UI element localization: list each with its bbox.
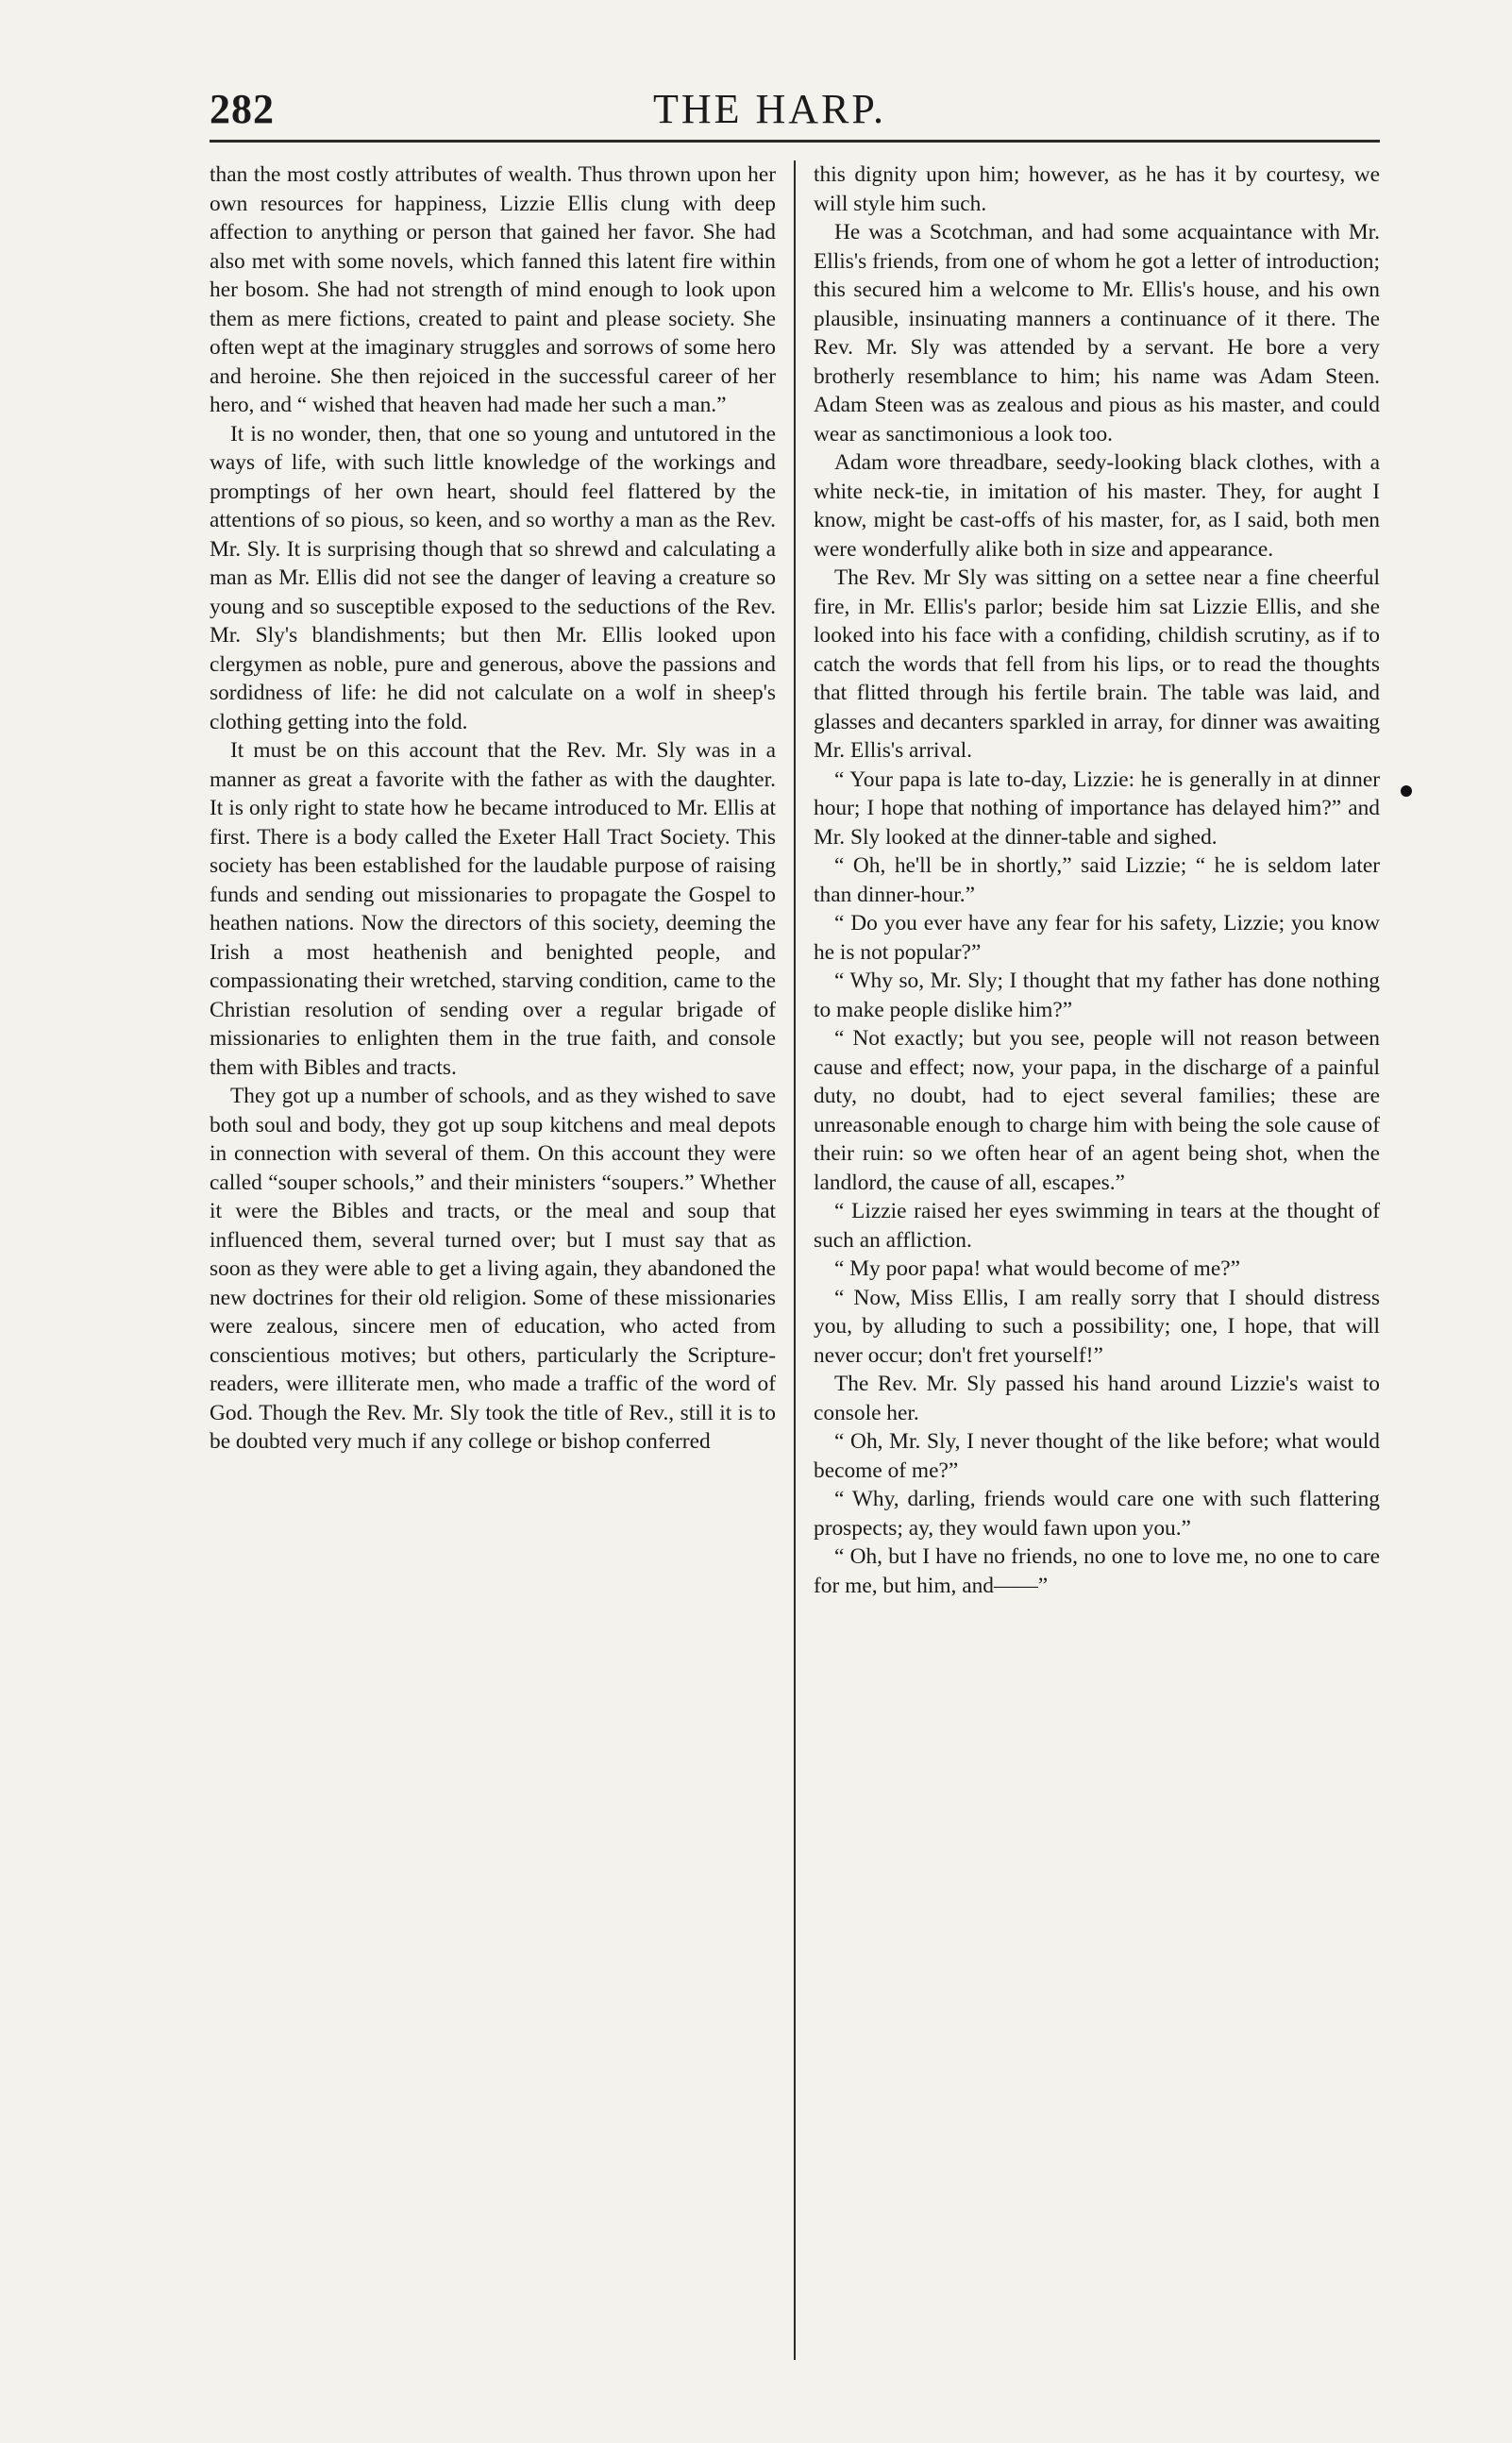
paragraph: “ Oh, Mr. Sly, I never thought of the like before; what would become of me?” xyxy=(814,1429,1380,1483)
paragraph: “ Oh, he'll be in shortly,” said Lizzie; “ he is seldom later than dinner-hour.” xyxy=(814,853,1380,907)
paragraph: this dignity upon him; however, as he has it by courtesy, we will style him such. xyxy=(814,162,1380,216)
ink-blot xyxy=(1401,785,1412,797)
paragraph: “ Your papa is late to-day, Lizzie: he is generally in at dinner hour; I hope that nothing of importance has delayed him?” and Mr. Sly looked at the dinner-table and sighed. xyxy=(814,767,1380,850)
paragraph: They got up a number of schools, and as they wished to save both soul and body, they got up soup kitchens and meal depots in connection with several of them. On this account they were called “souper schools,” and their ministers “soupers.” Whether it were the Bibles and tracts, or the meal and soup that influenced them, several turned over; but I must say that as soon as they were able to get a living again, they abandoned the new doctrines for their old religion. Some of these missionaries were zealous, sincere men of education, who acted from conscientious motives; but others, particularly the Scripture-readers, were illiterate men, who made a traffic of the word of God. Though the Rev. Mr. Sly took the title of Rev., still it is to be doubted very much if any college or bishop conferred xyxy=(210,1084,776,1454)
running-head-title: THE HARP. xyxy=(653,86,887,132)
paragraph: “ Why, darling, friends would care one with such flattering prospects; ay, they would fawn upon you.” xyxy=(814,1487,1380,1541)
paragraph: It must be on this account that the Rev. Mr. Sly was in a manner as great a favorite with the father as with the daughter. It is only right to state how he became introduced to Mr. Ellis at first. There is a body called the Exeter Hall Tract Society. This society has been established for the laudable purpose of raising funds and sending out missionaries to propagate the Gospel to heathen nations. Now the directors of this society, deeming the Irish a most heathenish and benighted people, and compassionating their wretched, starving condition, came to the Christian resolution of sending over a regular brigade of missionaries to enlighten them in the true faith, and console them with Bibles and tracts. xyxy=(210,738,776,1080)
header-rule xyxy=(210,140,1380,143)
paragraph: than the most costly attributes of wealth. Thus thrown upon her own resources for happiness, Lizzie Ellis clung with deep affection to anything or person that gained her favor. She had also met with some novels, which fanned this latent fire within her bosom. She had not strength of mind enough to look upon them as mere fictions, created to paint and please society. She often wept at the imaginary struggles and sorrows of some hero and heroine. She then rejoiced in the successful career of her hero, and “ wished that heaven had made her such a man.” xyxy=(210,162,776,417)
newspaper-page xyxy=(210,85,1380,2369)
column-divider xyxy=(794,160,796,2360)
page-header xyxy=(210,85,1380,142)
paragraph: It is no wonder, then, that one so young and untutored in the ways of life, with such little knowledge of the workings and promptings of her own heart, should feel flattered by the attentions of so pious, so keen, and so worthy a man as the Rev. Mr. Sly. It is surprising though that so shrewd and calculating a man as Mr. Ellis did not see the danger of leaving a creature so young and so susceptible exposed to the seductions of the Rev. Mr. Sly's blandishments; but then Mr. Ellis looked upon clergymen as noble, pure and generous, above the passions and sordidness of life: he did not calculate on a wolf in sheep's clothing getting into the fold. xyxy=(210,421,776,734)
paragraph: The Rev. Mr. Sly passed his hand around Lizzie's waist to console her. xyxy=(814,1372,1380,1425)
left-column xyxy=(210,160,776,2369)
paragraph: “ Oh, but I have no friends, no one to love me, no one to care for me, but him, and——” xyxy=(814,1544,1380,1598)
paragraph: “ Now, Miss Ellis, I am really sorry that I should distress you, by alluding to such a possibility; one, I hope, that will never occur; don't fret yourself!” xyxy=(814,1285,1380,1368)
paragraph: The Rev. Mr Sly was sitting on a settee near a fine cheerful fire, in Mr. Ellis's parlor; beside him sat Lizzie Ellis, and she looked into his face with a confiding, childish scrutiny, as if to catch the words that fell from his lips, or to read the thoughts that flitted through his fertile brain. The table was laid, and glasses and decanters sparkled in array, for dinner was awaiting Mr. Ellis's arrival. xyxy=(814,565,1380,763)
paragraph: “ My poor papa! what would become of me?” xyxy=(834,1256,1240,1281)
page-number: 282 xyxy=(210,86,275,132)
paragraph: “ Lizzie raised her eyes swimming in tears at the thought of such an affliction. xyxy=(814,1199,1380,1253)
paragraph: “ Do you ever have any fear for his safety, Lizzie; you know he is not popular?” xyxy=(814,911,1380,965)
paragraph: “ Why so, Mr. Sly; I thought that my father has done nothing to make people dislike him?” xyxy=(814,969,1380,1022)
right-column xyxy=(814,160,1380,2369)
paragraph: “ Not exactly; but you see, people will not reason between cause and effect; now, your papa, in the discharge of a painful duty, no doubt, had to eject several families; these are unreasonable enough to charge him with being the sole cause of their ruin: so we often hear of an agent being shot, when the landlord, the cause of all, escapes.” xyxy=(814,1026,1380,1195)
paragraph: He was a Scotchman, and had some acquaintance with Mr. Ellis's friends, from one of whom he got a letter of introduction; this secured him a welcome to Mr. Ellis's house, and his own plausible, insinuating manners a continuance of it there. The Rev. Mr. Sly was attended by a servant. He bore a very brotherly resemblance to him; his name was Adam Steen. Adam Steen was as zealous and pious as his master, and could wear as sanctimonious a look too. xyxy=(814,220,1380,446)
paragraph: Adam wore threadbare, seedy-looking black clothes, with a white neck-tie, in imitation of his master. They, for aught I know, might be cast-offs of his master, for, as I said, both men were wonderfully alike both in size and appearance. xyxy=(814,450,1380,562)
